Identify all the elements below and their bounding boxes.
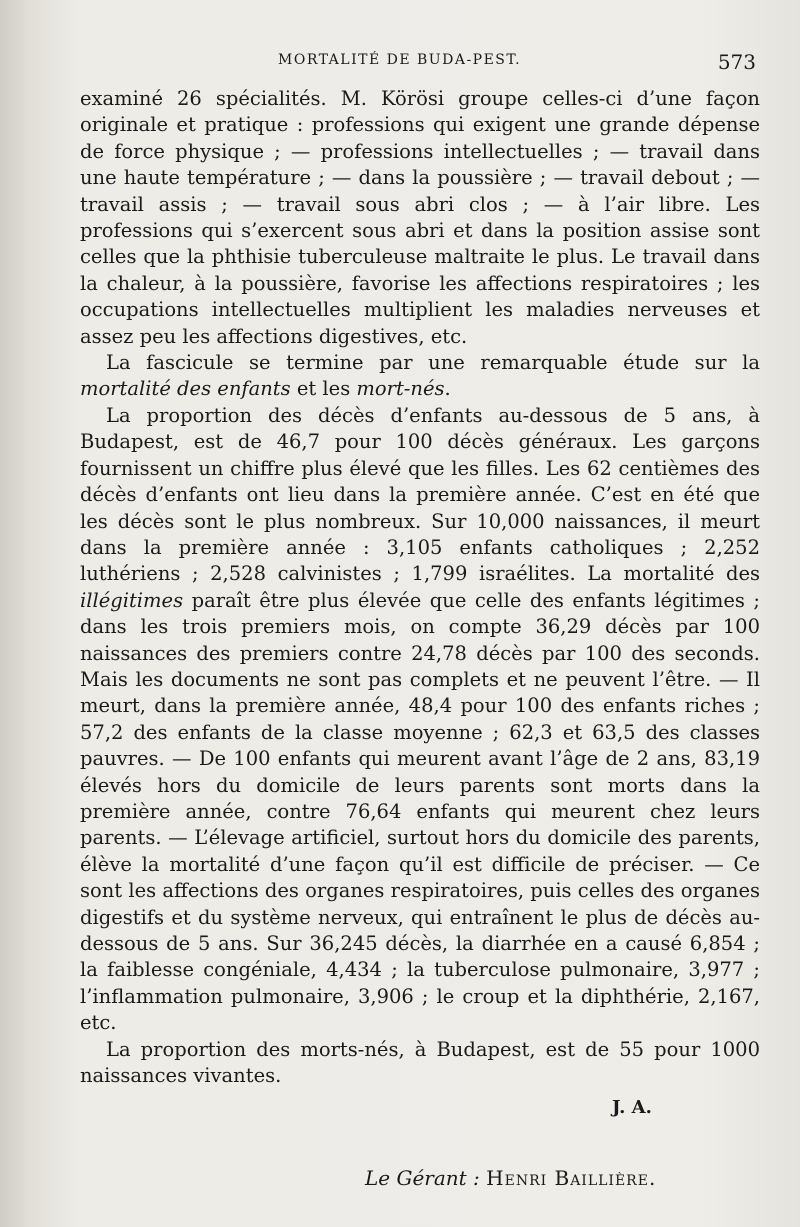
running-head: MORTALITÉ DE BUDA-PEST. [278,52,522,68]
text-run: . [444,377,451,401]
author-initials: J. A. [612,1097,652,1118]
body-text [80,86,760,1089]
paragraph [80,403,760,1037]
paragraph [80,1037,760,1090]
paragraph [80,350,760,403]
publisher-signature [365,1166,656,1190]
text-run: La fascicule se termine par une remarquable étude sur la [106,351,760,375]
page-number: 573 [717,50,756,74]
italic-text: mort-nés [356,377,445,401]
text-run: La proportion des morts-nés, à Budapest, est de 55 pour 1000 naissances vivantes. [80,1037,760,1088]
paragraph [80,86,760,350]
text-run: examiné 26 spécialités. M. Körösi groupe celles-ci d’une façon originale et pratique : professions qui exigent une grande dépense de force physique ; — professions intellectuelles ; — travail dans une haute température ; — dans la poussière ; — travail debout ; — travail assis ; — travail sous abri clos ; — à l’air libre. Les professions qui s’exercent sous abri et dans la position assise sont celles que la phthisie tuberculeuse maltraite le plus. Le travail dans la chaleur, à la poussière, favorise les affections respiratoires ; les occupations intellectuelles multiplient les maladies nerveuses et assez peu les affections digestives, etc. [80,87,760,348]
gerant-label: Le Gérant : [365,1166,480,1190]
italic-text: illégitimes [80,588,184,612]
text-run: La proportion des décès d’enfants au-dessous de 5 ans, à Budapest, est de 46,7 pour 100 décès généraux. Les garçons fournissent un chiffre plus élevé que les filles. Les 62 centièmes des décès d’enfants ont lieu dans la première année. C’est en été que les décès sont le plus nombreux. Sur 10,000 naissances, il meurt dans la première année : 3,105 enfants catholiques ; 2,252 luthériens ; 2,528 calvinistes ; 1,799 israélites. La mortalité des [80,403,760,586]
gerant-name: Henri Baillière. [486,1166,657,1190]
italic-text: mortalité des enfants [80,377,291,401]
page-header [78,50,764,80]
text-run: paraît être plus élevée que celle des enfants légitimes ; dans les trois premiers mois, on compte 36,29 décès par 100 naissances des premiers contre 24,78 décès par 100 des seconds. Mais les documents ne sont pas complets et ne peuvent l’être. — Il meurt, dans la première année, 48,4 pour 100 des enfants riches ; 57,2 des enfants de la classe moyenne ; 62,3 et 63,5 des classes pauvres. — De 100 enfants qui meurent avant l’âge de 2 ans, 83,19 élevés hors du domicile de leurs parents sont morts dans la première année, contre 76,64 enfants qui meurent chez leurs parents. — L’élevage artificiel, surtout hors du domicile des parents, élève la mortalité d’une façon qu’il est difficile de préciser. — Ce sont les affections des organes respiratoires, puis celles des organes digestifs et du système nerveux, qui entraînent le plus de décès au-dessous de 5 ans. Sur 36,245 décès, la diarrhée en a causé 6,854 ; la faiblesse congéniale, 4,434 ; la tuberculose pulmonaire, 3,977 ; l’inflammation pulmonaire, 3,906 ; le croup et la diphthérie, 2,167, etc. [80,588,760,1035]
text-run: et les [290,377,357,401]
